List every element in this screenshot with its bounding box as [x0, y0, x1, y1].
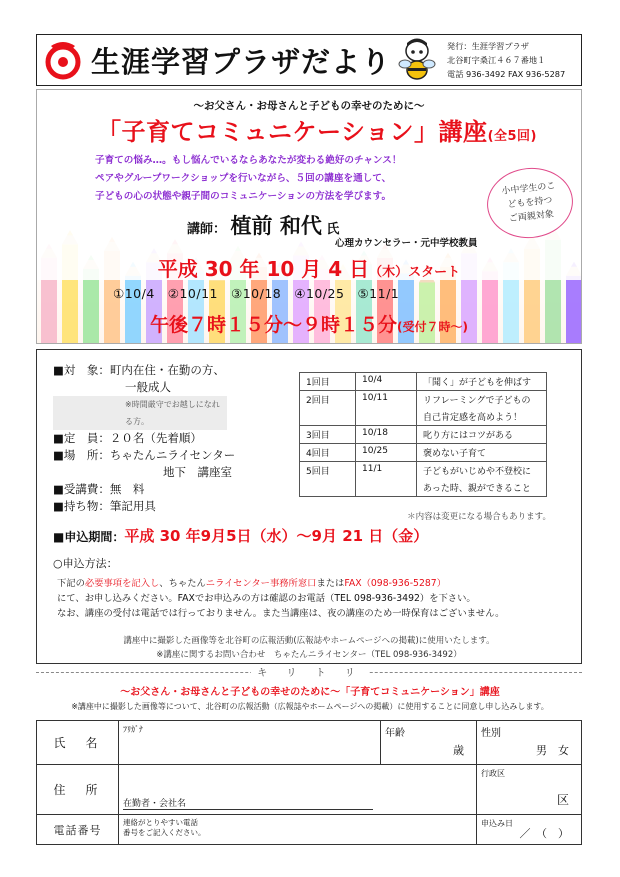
info-target-continued: 一般成人	[125, 380, 171, 394]
course-description	[95, 152, 401, 206]
bubble-line: 小中学生のこ	[501, 181, 556, 197]
address-label: 住 所	[37, 765, 119, 815]
phone-note	[123, 818, 206, 838]
newsletter-header	[36, 34, 582, 86]
session-number: 4回目	[300, 444, 356, 462]
session-number: 5回目	[300, 462, 356, 497]
info-target	[53, 362, 235, 379]
cut-label	[0, 664, 620, 679]
info-value: 筆記用具	[109, 499, 156, 513]
bubble-line: どもを持つ	[507, 195, 553, 211]
info-value: ちゃたんニライセンター	[109, 448, 236, 462]
name-label: 氏 名	[37, 721, 119, 765]
session-number: 3回目	[300, 426, 356, 444]
photo-usage-note	[37, 634, 581, 662]
course-session-count: (全5回)	[487, 129, 537, 144]
description-line: ペアやグループワークショップを行いながら、５回の講座を通して、	[95, 173, 392, 184]
session-time	[37, 310, 581, 337]
session-date: 10/4	[356, 373, 417, 391]
session-number: 2回目	[300, 391, 356, 426]
form-consent-note: ※講座中に撮影した画像等について、北谷町の広報活動（広報誌やホームページへの掲載）に使用することに同意し申し込みします。	[71, 702, 549, 711]
info-capacity	[53, 430, 235, 447]
publisher-info	[447, 39, 565, 81]
info-value: 無 料	[109, 482, 145, 496]
start-date	[37, 253, 581, 282]
reception-time: (受付７時～)	[397, 320, 468, 334]
info-value: 町内在住・在勤の方、	[109, 363, 225, 377]
phone-note-line: 連絡がとりやすい電話	[123, 818, 198, 827]
application-method	[57, 576, 504, 621]
banner-subtitle: ～お父さん・お母さんと子どもの幸せのために～	[193, 100, 425, 112]
period-value: 平成 30 年9月5日（水）～9月 21 日（金）	[124, 527, 429, 545]
application-period	[53, 525, 428, 546]
start-word: スタート	[408, 265, 461, 280]
session-topic: 自己肯定感を高めよう！	[417, 408, 547, 426]
info-label: ■対 象：	[53, 363, 110, 377]
gender-field[interactable]	[477, 721, 582, 765]
date-format: ／ （ ）	[519, 827, 569, 840]
session-number: 1回目	[300, 373, 356, 391]
info-label: ■定 員：	[53, 431, 110, 445]
method-text: または	[316, 578, 345, 589]
age-unit: 歳	[453, 744, 464, 757]
district-label: 行政区	[481, 769, 505, 778]
info-place	[53, 447, 235, 464]
info-items	[53, 498, 235, 515]
lecturer-name: 植前 和代	[230, 214, 322, 238]
schedule-row	[300, 391, 547, 409]
info-value: ２０名（先着順）	[109, 431, 202, 445]
start-date-text: 平成 30 年 10 月 4 日	[157, 257, 370, 281]
method-text: 、ちゃたん	[159, 578, 206, 589]
gender-options: 男 女	[536, 744, 569, 757]
session-topic: 子どもがいじめや不登校に	[417, 462, 547, 480]
age-field[interactable]	[381, 721, 477, 765]
newsletter-title: 生涯学習プラザだより	[91, 44, 392, 79]
method-line: なお、講座の受付は電話では行っておりません。また当講座は、夜の講座のため一時保育はございません。	[57, 608, 505, 619]
session-schedule-table	[299, 372, 547, 497]
course-details	[36, 349, 582, 664]
address-field[interactable]	[119, 765, 477, 815]
application-method-label: ○申込方法：	[53, 557, 118, 570]
form-title: ～お父さん・お母さんと子どもの幸せのために～「子育てコミュニケーション」講座	[120, 687, 500, 698]
course-banner	[36, 89, 582, 344]
date-label: 申込み日	[481, 819, 513, 828]
course-title	[97, 112, 537, 147]
publisher-address: 北谷町字桑江４６７番地１	[447, 55, 546, 65]
start-day: （木）	[369, 265, 409, 280]
session-date: 10/18	[356, 426, 417, 444]
town-emblem-icon	[43, 40, 83, 80]
period-label: ■申込期間：	[53, 530, 125, 544]
phone-note-line: 番号をご記入ください。	[123, 828, 206, 837]
session-date: 11/1	[356, 462, 417, 497]
application-date-field[interactable]	[477, 815, 582, 845]
method-highlight: ニライセンター事務所窓口	[205, 578, 317, 589]
session-date: 10/11	[356, 391, 417, 426]
method-line	[57, 576, 504, 591]
bee-mascot-icon	[397, 37, 437, 83]
district-field[interactable]	[477, 765, 582, 815]
lecturer-label: 講師：	[187, 222, 227, 237]
schedule-row	[300, 462, 547, 480]
age-label: 年齢	[385, 728, 405, 739]
cut-label-text: キ リ ト リ	[251, 668, 369, 679]
course-title-text: 「子育てコミュニケーション」講座	[97, 118, 488, 146]
session-topic: 褒めない子育て	[417, 444, 547, 462]
inquiry-line: ※講座に関するお問い合わせ ちゃたんニライセンター（TEL 098-936-3492）	[156, 650, 462, 660]
gender-label: 性別	[481, 728, 501, 739]
schedule-row	[300, 426, 547, 444]
furigana-label: ﾌﾘｶﾞﾅ	[123, 725, 143, 734]
session-date: 10/25	[356, 444, 417, 462]
publisher-phone: 電話 936-3492 FAX 936-5287	[447, 69, 566, 79]
course-info-list	[53, 362, 235, 515]
workplace-label: 在勤者・会社名	[123, 796, 373, 810]
lecturer	[187, 210, 339, 240]
method-highlight: 必要事項を記入し	[84, 578, 160, 589]
description-line: 子育ての悩み…。もし悩んでいるならあなたが変わる絶好のチャンス！	[95, 155, 402, 166]
info-label: ■場 所：	[53, 448, 110, 462]
session-dates: ①10/4 ②10/11 ③10/18 ④10/25 ⑤11/1	[113, 286, 400, 301]
bubble-line: ご両親対象	[508, 209, 555, 225]
session-topic: リフレーミングで子どもの	[417, 391, 547, 409]
method-highlight: FAX（098-936-5287）	[344, 578, 447, 589]
schedule-row	[300, 444, 547, 462]
district-unit: 区	[556, 793, 569, 807]
info-fee	[53, 481, 235, 498]
photo-note-line: 講座中に撮影した画像等を北谷町の広報活動(広報誌やホームページへの掲載)に使用いたします。	[123, 636, 495, 646]
lecturer-suffix: 氏	[326, 222, 340, 237]
session-topic: あった時、親ができること	[417, 479, 547, 497]
method-text: 下記の	[57, 578, 85, 589]
publisher-name: 発行：生涯学習プラザ	[447, 41, 529, 51]
method-line: にて、お申し込みください。FAXでお申込みの方は確認のお電話（TEL 098-936-3492）を下さい。	[57, 593, 476, 604]
session-topic: 叱り方にはコツがある	[417, 426, 547, 444]
schedule-note: ＊内容は変更になる場合もあります。	[407, 512, 551, 522]
session-topic: 「聞く」が子どもを伸ばす	[417, 373, 547, 391]
description-line: 子どもの心の状態や親子間のコミュニケーションの方法を学びます。	[95, 191, 392, 202]
info-target-note: ※時間厳守でお越しになれる方。	[53, 396, 227, 430]
application-form	[36, 720, 582, 845]
schedule-row	[300, 373, 547, 391]
phone-label: 電話番号	[37, 815, 119, 845]
info-label: ■持ち物：	[53, 499, 110, 513]
name-field[interactable]	[119, 721, 381, 765]
lecturer-title: 心理カウンセラー・元中学校教員	[335, 238, 478, 249]
info-label: ■受講費：	[53, 482, 110, 496]
session-time-text: 午後７時１５分～９時１５分	[150, 314, 398, 336]
info-place-continued: 地下 講座室	[163, 465, 232, 479]
phone-field[interactable]	[119, 815, 477, 845]
